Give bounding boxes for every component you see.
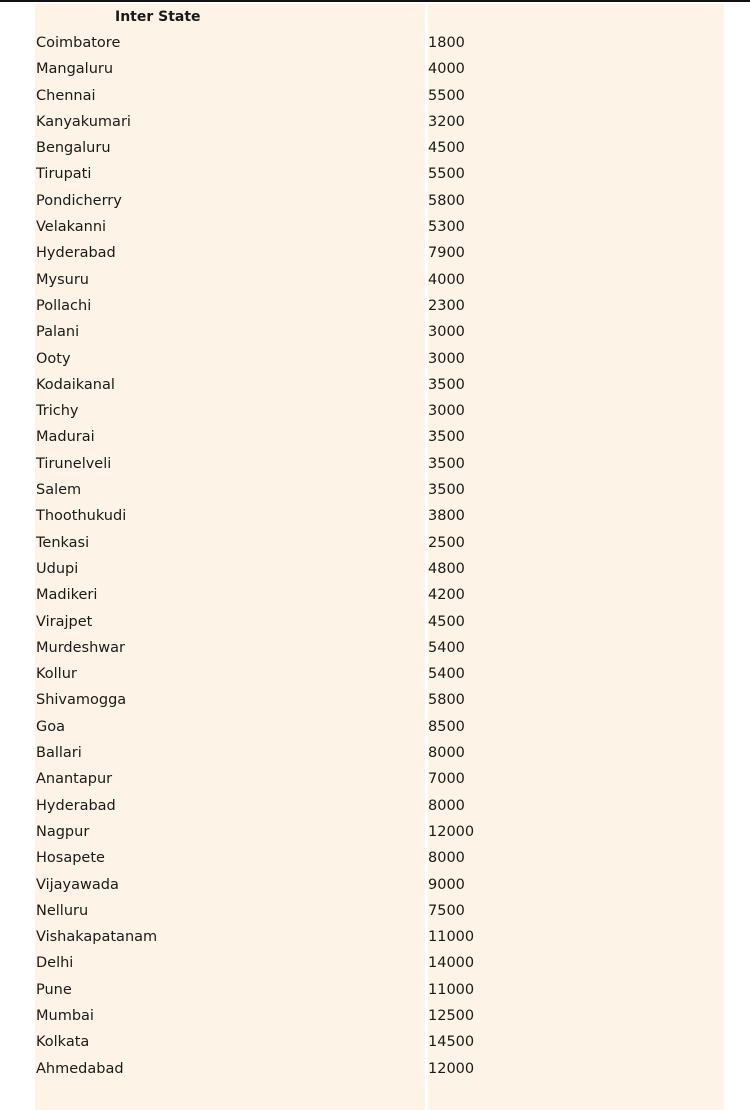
city-name: Kanyakumari bbox=[36, 113, 131, 130]
table-row bbox=[0, 399, 750, 425]
table-row bbox=[0, 767, 750, 793]
table-row bbox=[0, 320, 750, 346]
table-row bbox=[0, 610, 750, 636]
table-row bbox=[0, 57, 750, 83]
table-row bbox=[0, 31, 750, 57]
table-row bbox=[0, 846, 750, 872]
table-row bbox=[0, 215, 750, 241]
city-name: Ahmedabad bbox=[36, 1060, 124, 1077]
fare-value: 9000 bbox=[428, 876, 465, 893]
table-row bbox=[0, 268, 750, 294]
table-row bbox=[0, 557, 750, 583]
table-row bbox=[0, 873, 750, 899]
table-row bbox=[0, 84, 750, 110]
table-row bbox=[0, 425, 750, 451]
table-row bbox=[0, 741, 750, 767]
city-name: Tenkasi bbox=[36, 534, 90, 551]
fare-value: 5300 bbox=[428, 219, 465, 236]
table-row bbox=[0, 794, 750, 820]
city-name: Thoothukudi bbox=[36, 508, 127, 525]
table-row bbox=[0, 820, 750, 846]
table-row bbox=[0, 636, 750, 662]
city-name: Udupi bbox=[36, 560, 79, 577]
table-row bbox=[0, 1057, 750, 1083]
fare-value: 3200 bbox=[428, 113, 465, 130]
city-name: Vishakapatanam bbox=[36, 929, 158, 946]
fare-value: 12500 bbox=[428, 1007, 475, 1024]
table-row bbox=[0, 583, 750, 609]
city-name: Pune bbox=[36, 981, 72, 998]
fare-value: 4500 bbox=[428, 613, 465, 630]
city-name: Tirunelveli bbox=[36, 455, 112, 472]
city-name: Nagpur bbox=[36, 823, 90, 840]
table-row bbox=[0, 241, 750, 267]
fare-value: 3000 bbox=[428, 324, 465, 341]
fare-value: 14500 bbox=[428, 1034, 475, 1051]
fare-value: 3000 bbox=[428, 350, 465, 367]
table-row bbox=[0, 1030, 750, 1056]
city-name: Palani bbox=[36, 324, 80, 341]
table-row bbox=[0, 136, 750, 162]
fare-value: 3800 bbox=[428, 508, 465, 525]
city-name: Pondicherry bbox=[36, 192, 122, 209]
city-name: Shivamogga bbox=[36, 692, 127, 709]
fare-value: 5500 bbox=[428, 87, 465, 104]
table-row bbox=[0, 662, 750, 688]
fare-value: 2300 bbox=[428, 297, 465, 314]
table-row bbox=[0, 531, 750, 557]
fare-value: 11000 bbox=[428, 981, 475, 998]
fare-value: 4200 bbox=[428, 587, 465, 604]
city-name: Madurai bbox=[36, 429, 95, 446]
fare-value: 5400 bbox=[428, 639, 465, 656]
city-name: Madikeri bbox=[36, 587, 98, 604]
table-row bbox=[0, 110, 750, 136]
city-name: Hosapete bbox=[36, 850, 105, 867]
fare-value: 5800 bbox=[428, 192, 465, 209]
city-name: Ooty bbox=[36, 350, 71, 367]
city-name: Coimbatore bbox=[36, 35, 121, 51]
table-row bbox=[0, 373, 750, 399]
table-row bbox=[0, 504, 750, 530]
city-name: Murdeshwar bbox=[36, 639, 125, 656]
fare-value: 8000 bbox=[428, 797, 465, 814]
city-name: Goa bbox=[36, 718, 65, 735]
fare-value: 5400 bbox=[428, 666, 465, 683]
fare-value: 2500 bbox=[428, 534, 465, 551]
fare-value: 3500 bbox=[428, 429, 465, 446]
table-row bbox=[0, 978, 750, 1004]
city-name: Hyderabad bbox=[36, 797, 116, 814]
fare-value: 4000 bbox=[428, 271, 465, 288]
city-name: Bengaluru bbox=[36, 140, 111, 157]
fare-value: 1800 bbox=[428, 35, 465, 51]
table-row bbox=[0, 899, 750, 925]
table-header: Inter State bbox=[115, 9, 201, 25]
city-name: Mysuru bbox=[36, 271, 89, 288]
table-row bbox=[0, 715, 750, 741]
fare-value: 3500 bbox=[428, 482, 465, 499]
fare-value: 5500 bbox=[428, 166, 465, 183]
table-row bbox=[0, 452, 750, 478]
fare-value: 11000 bbox=[428, 929, 475, 946]
table-row bbox=[0, 1004, 750, 1030]
fare-value: 7500 bbox=[428, 902, 465, 919]
fare-value: 12000 bbox=[428, 1060, 475, 1077]
fare-value: 7000 bbox=[428, 771, 465, 788]
fare-value: 3500 bbox=[428, 376, 465, 393]
table-row bbox=[0, 294, 750, 320]
fare-value: 8500 bbox=[428, 718, 465, 735]
table-row bbox=[0, 347, 750, 373]
city-name: Tirupati bbox=[36, 166, 92, 183]
fare-value: 7900 bbox=[428, 245, 465, 262]
fare-value: 14000 bbox=[428, 955, 475, 972]
city-name: Vijayawada bbox=[36, 876, 119, 893]
table-row bbox=[0, 189, 750, 215]
fare-value: 3000 bbox=[428, 403, 465, 420]
fare-value: 12000 bbox=[428, 823, 475, 840]
city-name: Nelluru bbox=[36, 902, 89, 919]
table-row bbox=[0, 478, 750, 504]
city-name: Ballari bbox=[36, 745, 82, 762]
table-row bbox=[0, 688, 750, 714]
city-name: Chennai bbox=[36, 87, 96, 104]
table-row bbox=[0, 925, 750, 951]
fare-value: 8000 bbox=[428, 850, 465, 867]
city-name: Anantapur bbox=[36, 771, 113, 788]
city-name: Salem bbox=[36, 482, 82, 499]
fare-value: 8000 bbox=[428, 745, 465, 762]
city-name: Pollachi bbox=[36, 297, 92, 314]
city-name: Trichy bbox=[36, 403, 79, 420]
top-divider bbox=[0, 0, 750, 2]
fare-value: 4000 bbox=[428, 61, 465, 78]
city-name: Hyderabad bbox=[36, 245, 116, 262]
city-name: Velakanni bbox=[36, 219, 107, 236]
city-name: Delhi bbox=[36, 955, 74, 972]
fare-value: 4500 bbox=[428, 140, 465, 157]
city-name: Kolkata bbox=[36, 1034, 90, 1051]
table-row bbox=[0, 162, 750, 188]
city-name: Mangaluru bbox=[36, 61, 114, 78]
city-name: Mumbai bbox=[36, 1007, 94, 1024]
city-name: Virajpet bbox=[36, 613, 93, 630]
city-name: Kollur bbox=[36, 666, 77, 683]
fare-value: 5800 bbox=[428, 692, 465, 709]
fare-value: 4800 bbox=[428, 560, 465, 577]
table-body bbox=[0, 31, 750, 1083]
table-row bbox=[0, 951, 750, 977]
city-name: Kodaikanal bbox=[36, 376, 115, 393]
fare-value: 3500 bbox=[428, 455, 465, 472]
